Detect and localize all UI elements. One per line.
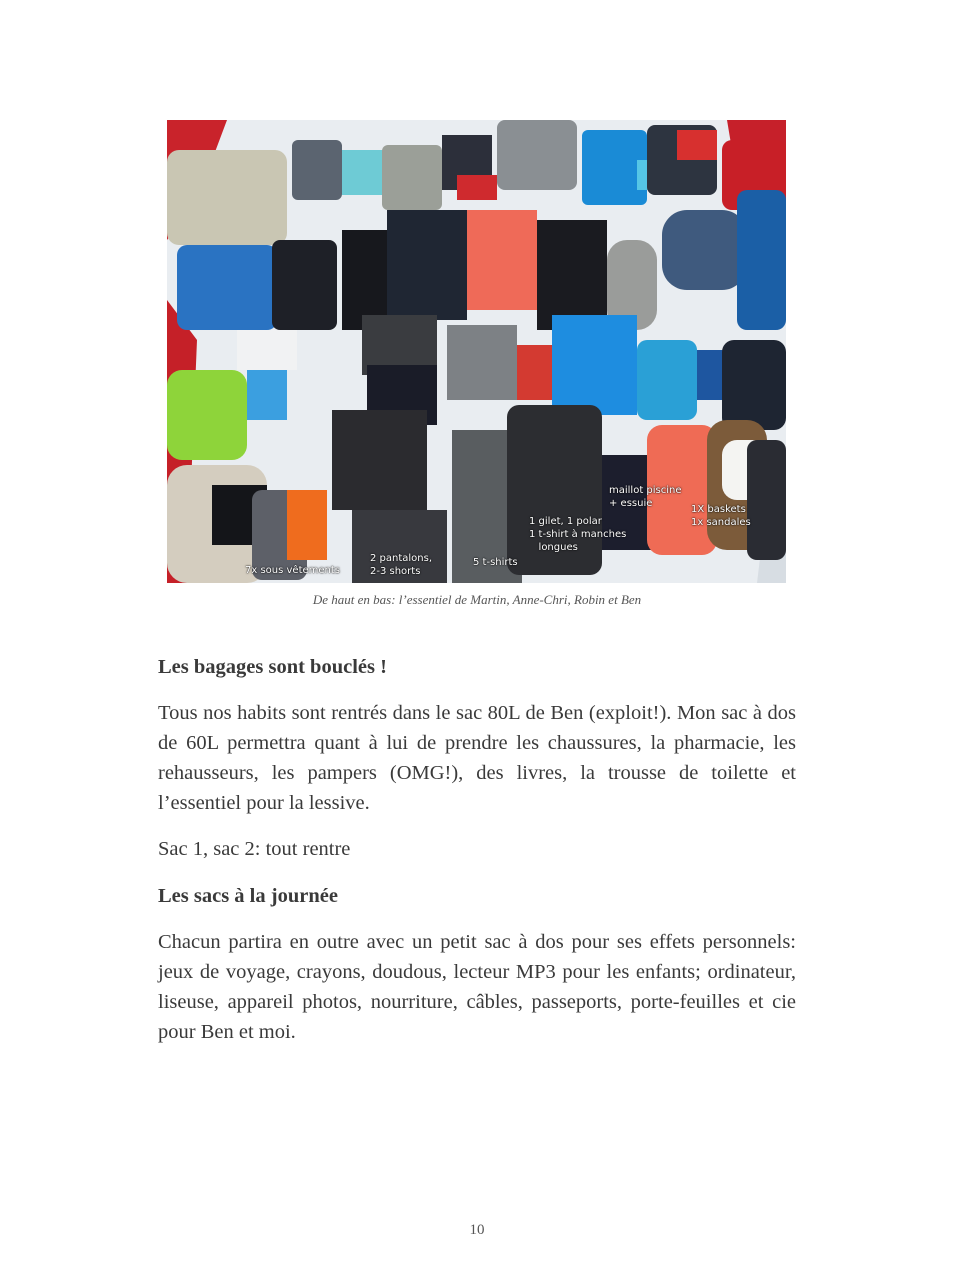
label-baskets: 1X baskets 1x sandales [691,504,751,528]
paragraph-sacs-journee: Chacun partira en outre avec un petit sac à dos pour ses effets personnels: jeux de voyage, crayons, doudous, lecteur MP3 pour les enfants; ordinateur, liseuse, appareil photos, nourriture, câbles, passeports, porte-feuilles et cie pour Ben et moi. [158,931,796,1043]
label-pantalons: 2 pantalons, 2-3 shorts [370,553,433,577]
paragraph-sacs: Sac 1, sac 2: tout rentre [158,838,351,860]
label-tshirts: 5 t-shirts [473,557,518,568]
label-maillot: maillot piscine + essuie [609,485,682,509]
clothes-photo [167,120,786,583]
section-heading-sacs-journee: Les sacs à la journée [158,885,338,907]
label-gilet: 1 gilet, 1 polar 1 t-shirt à manches longues [529,516,627,553]
photo-caption: De haut en bas: l’essentiel de Martin, Anne-Chri, Robin et Ben [312,592,642,607]
label-sous-vetements: 7x sous vêtements [245,565,341,576]
paragraph-bagages: Tous nos habits sont rentrés dans le sac 80L de Ben (exploit!). Mon sac à dos de 60L permettra quant à lui de prendre les chaussures, la pharmacie, les rehausseurs, les pampers (OMG!), des livres, la trousse de toilette et l’essentiel pour la lessive. [158,702,796,814]
page-number: 10 [469,1222,485,1238]
section-heading-bagages: Les bagages sont bouclés ! [158,656,387,678]
